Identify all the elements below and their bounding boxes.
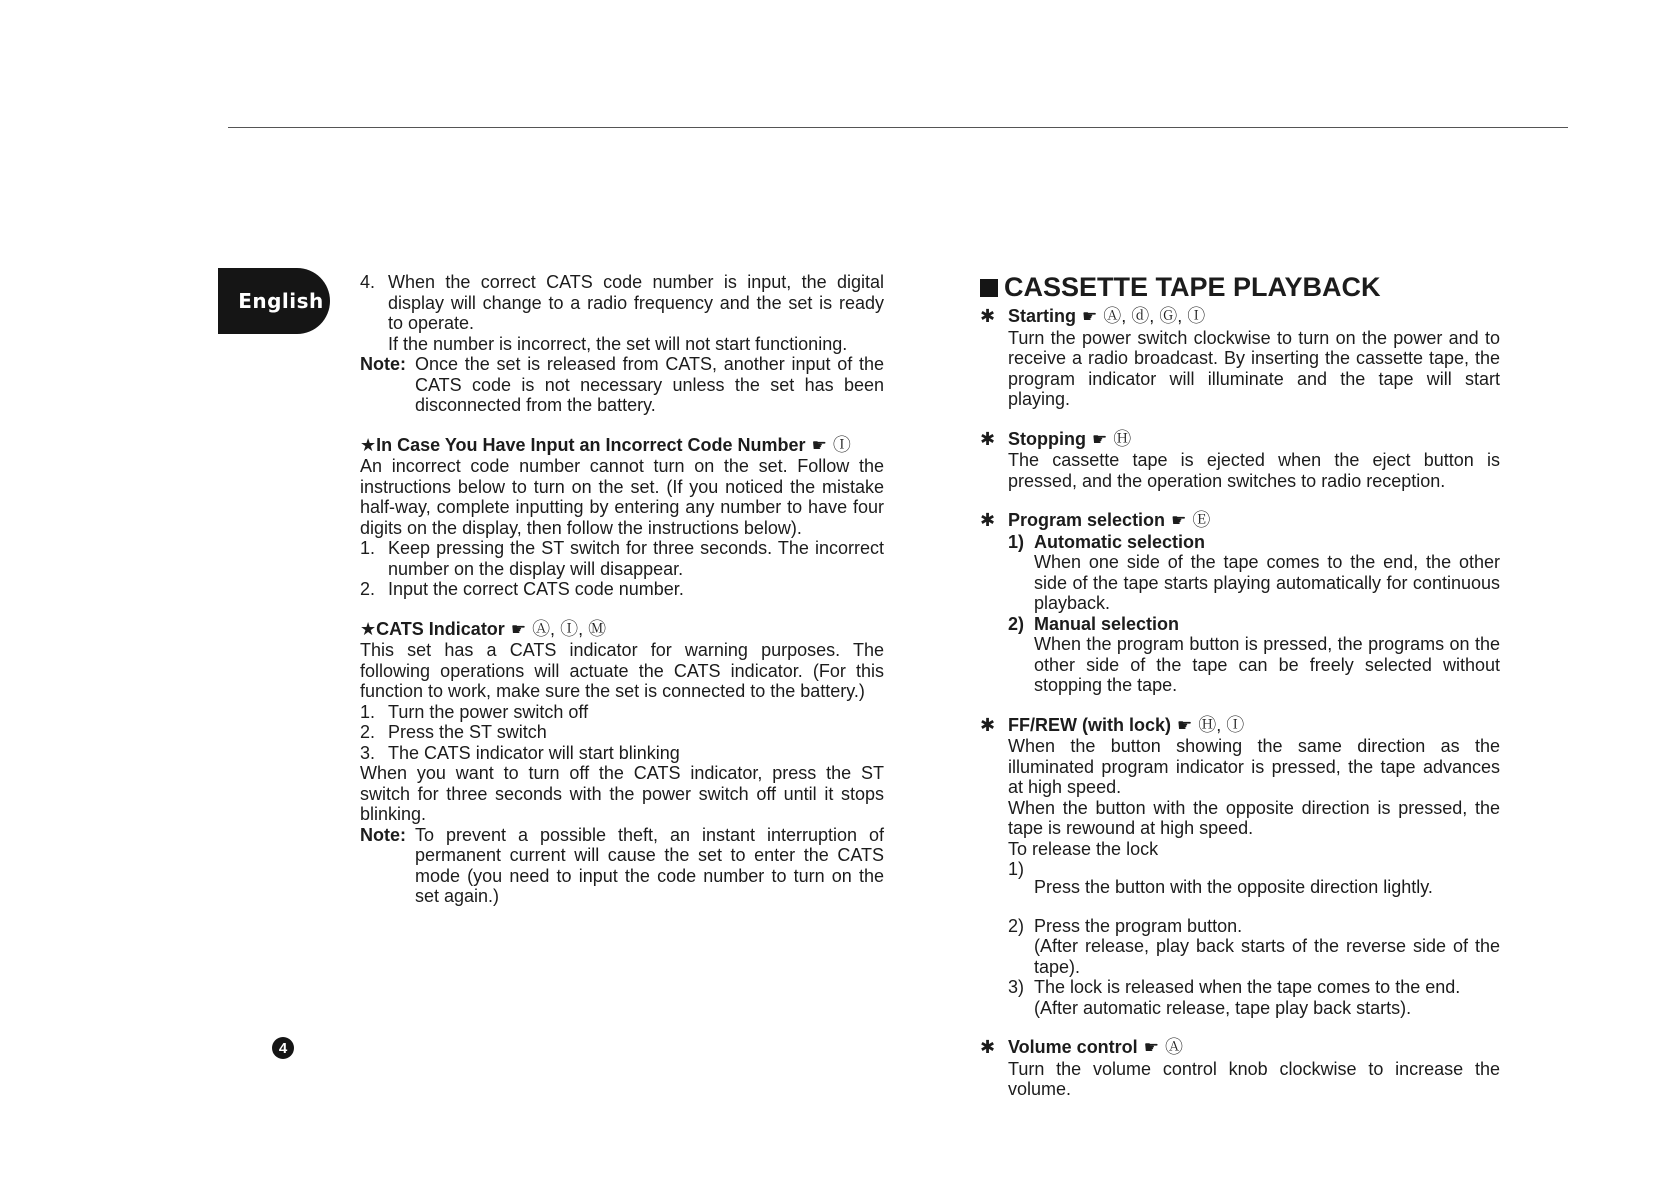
list-item (360, 579, 884, 600)
pointing-hand-icon: ☛ (1171, 511, 1187, 530)
list-text: Keep pressing the ST switch for three seconds. The incorrect number on the display will disappear. (388, 538, 884, 579)
figure-refs: Ⓐ (1164, 1037, 1183, 1057)
list-item (360, 538, 884, 579)
item-text-2: When the button with the opposite direction is pressed, the tape is rewound at high speed. (1008, 797, 1500, 838)
list-text: The lock is released when the tape comes to the end. (1034, 977, 1461, 997)
sub-number: 2) (1008, 613, 1025, 634)
list-item (1008, 977, 1500, 1018)
page-number-value: 4 (278, 1039, 288, 1057)
item-text: Turn the power switch clockwise to turn on the power and to receive a radio broadcast. By inserting the cassette tape, the program indicator will illuminate and the tape will start playing. (1008, 327, 1500, 409)
sub-heading: Manual selection (1034, 613, 1180, 634)
step-text-2: If the number is incorrect, the set will not start functioning. (388, 333, 848, 354)
item-volume-control (980, 1037, 1500, 1100)
asterisk-icon: ✱ (980, 1037, 996, 1057)
section-text: This set has a CATS indicator for warning purposes. The following operations will actuate the CATS indicator. (For this function to work, make sure the set is connected to the battery.) (360, 640, 884, 701)
language-tab (218, 268, 330, 334)
section-title (980, 272, 1500, 302)
step-number: 4. (360, 272, 376, 292)
item-starting (980, 306, 1500, 410)
top-rule (228, 127, 1568, 128)
heading-text: ★CATS Indicator (360, 618, 505, 639)
item-text: The cassette tape is ejected when the eject button is pressed, and the operation switches to radio reception. (1008, 450, 1500, 491)
right-column (980, 272, 1500, 1100)
list-item (360, 702, 884, 723)
heading-text: Volume control (1008, 1037, 1138, 1057)
pointing-hand-icon: ☛ (1091, 429, 1108, 449)
section-title-text: CASSETTE TAPE PLAYBACK (1004, 272, 1381, 302)
item-text-3: To release the lock (1008, 838, 1159, 859)
heading-text: FF/REW (with lock) (1008, 714, 1171, 735)
note-cats-release (360, 354, 884, 416)
sub-number: 1) (1008, 531, 1025, 552)
section-text-2: When you want to turn off the CATS indicator, press the ST switch for three seconds with the power switch off until it stops blinking. (360, 763, 884, 824)
left-column (360, 272, 884, 907)
section-text: An incorrect code number cannot turn on the set. Follow the instructions below to turn on the set. (If you noticed the mistake half-way, complete inputting by entering any number to have four digits on the display, then follow the instructions below). (360, 456, 884, 538)
note-text: Once the set is released from CATS, another input of the CATS code is not necessary unless the set has been disconnected from the battery. (415, 354, 884, 415)
item-text: When the button showing the same direction as the illuminated program indicator is pressed, the tape advances at high speed. (1008, 736, 1500, 797)
note-label: Note: (360, 824, 406, 845)
list-number: 3) (1008, 977, 1025, 997)
figure-refs: Ⓐ, Ⓘ, Ⓜ (532, 618, 607, 639)
asterisk-icon: ✱ (980, 714, 996, 735)
item-ff-rew (980, 715, 1500, 1019)
item-stopping (980, 429, 1500, 492)
step-4 (360, 272, 884, 354)
pointing-hand-icon: ☛ (811, 435, 827, 455)
list-item (360, 722, 884, 743)
figure-refs: Ⓗ (1113, 428, 1132, 449)
list-text: Press the program button. (1034, 915, 1243, 936)
item-heading (1008, 306, 1500, 328)
list-text: Press the ST switch (388, 722, 547, 742)
list-text-2: (After release, play back starts of the reverse side of the tape). (1034, 936, 1500, 977)
list-number: 1. (360, 538, 376, 558)
section-heading (360, 619, 884, 641)
item-heading (1008, 510, 1500, 532)
list-item (360, 743, 884, 764)
item-heading (1008, 1037, 1500, 1059)
item-heading (1008, 715, 1500, 737)
figure-refs: Ⓗ, Ⓘ (1198, 714, 1245, 735)
section-heading (360, 435, 884, 457)
item-heading (1008, 429, 1500, 451)
heading-text: Stopping (1008, 428, 1086, 449)
list-number: 2. (360, 579, 376, 599)
list-text: Input the correct CATS code number. (388, 579, 684, 599)
pointing-hand-icon: ☛ (1082, 307, 1098, 326)
note-text: To prevent a possible theft, an instant interruption of permanent current will cause the set to enter the CATS mode (you need to input the code number to turn on the set again.) (415, 824, 884, 906)
list-number: 3. (360, 742, 376, 763)
list-text: The CATS indicator will start blinking (388, 742, 680, 763)
asterisk-icon: ✱ (980, 306, 996, 326)
item-program-selection (980, 510, 1500, 696)
figure-refs: Ⓔ (1192, 510, 1211, 530)
sub-item (1008, 532, 1500, 614)
pointing-hand-icon: ☛ (1143, 1038, 1159, 1057)
pointing-hand-icon: ☛ (1176, 715, 1193, 735)
sub-item (1008, 614, 1500, 696)
list-text: Press the button with the opposite direction lightly. (1034, 877, 1433, 897)
section-incorrect-code (360, 435, 884, 600)
heading-text: Program selection (1008, 510, 1166, 530)
heading-text: Starting (1008, 306, 1077, 326)
language-tab-label: English (238, 289, 324, 313)
list-item (1008, 916, 1500, 978)
asterisk-icon: ✱ (980, 510, 996, 530)
list-number: 2) (1008, 915, 1025, 936)
figure-refs: Ⓘ (832, 434, 851, 455)
section-cats-indicator (360, 619, 884, 825)
sub-text: When the program button is pressed, the programs on the other side of the tape can be freely selected without stopping the tape. (1034, 634, 1500, 695)
page-number (272, 1037, 294, 1059)
asterisk-icon: ✱ (980, 428, 996, 449)
note-label: Note: (360, 354, 406, 374)
list-text-2: (After automatic release, tape play back starts). (1034, 997, 1412, 1018)
list-text: Turn the power switch off (388, 701, 589, 722)
item-text: Turn the volume control knob clockwise to increase the volume. (1008, 1058, 1500, 1099)
sub-text: When one side of the tape comes to the end, the other side of the tape starts playing automatically for continuous playback. (1034, 552, 1500, 613)
square-bullet-icon (980, 279, 998, 297)
list-number: 1) (1008, 859, 1025, 879)
pointing-hand-icon: ☛ (510, 619, 527, 639)
note-theft (360, 825, 884, 907)
step-text: When the correct CATS code number is input, the digital display will change to a radio frequency and the set is ready to operate. (388, 272, 884, 333)
sub-heading: Automatic selection (1034, 531, 1206, 552)
list-number: 2. (360, 722, 376, 742)
heading-text: ★In Case You Have Input an Incorrect Code Number (360, 434, 806, 455)
list-number: 1. (360, 701, 376, 722)
list-item (1008, 859, 1500, 916)
figure-refs: Ⓐ, ⓓ, Ⓖ, Ⓘ (1103, 306, 1206, 326)
